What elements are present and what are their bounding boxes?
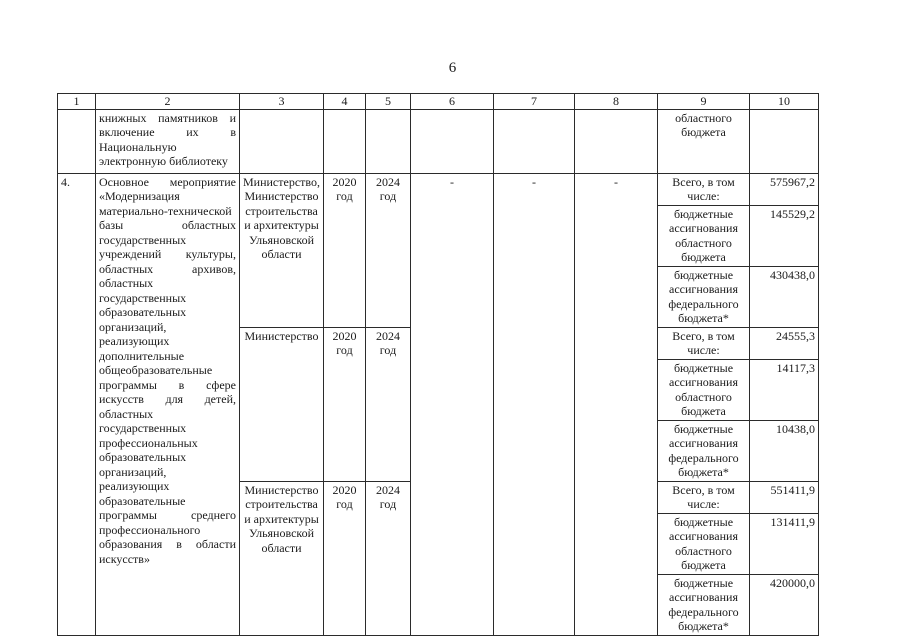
end-year: 2024 год <box>366 173 411 327</box>
page-number: 6 <box>448 60 457 76</box>
row-number: 4. <box>58 173 96 635</box>
amount: 131411,9 <box>750 513 819 574</box>
funding-source: бюджетные ассигнования областного бюджета <box>658 513 750 574</box>
end-year-cell <box>366 109 411 173</box>
amount: 24555,3 <box>750 327 819 359</box>
col7-value: - <box>494 173 575 635</box>
funding-source: Всего, в том числе: <box>658 481 750 513</box>
header-cell: 9 <box>658 94 750 110</box>
funding-source: бюджетные ассигнования федерального бюджета* <box>658 266 750 327</box>
end-year: 2024 год <box>366 327 411 481</box>
funding-source: бюджетные ассигнования федерального бюджета* <box>658 420 750 481</box>
amount: 575967,2 <box>750 173 819 205</box>
col8-cell <box>575 109 658 173</box>
header-cell: 10 <box>750 94 819 110</box>
start-year: 2020 год <box>324 173 366 327</box>
header-cell: 5 <box>366 94 411 110</box>
executor: Министерство <box>240 327 324 481</box>
measure-description: Основное мероприятие «Модернизация материально-технической базы областных государственных учреждений культуры, областных архивов, областных государственных образовательных организаций, реализующих дополнительные общеобразовательные программы в сфере искусств для детей, областных государственных профессиональных образовательных организаций, реализующих образовательные программы среднего профессионального образования в области искусств» <box>96 173 240 635</box>
funding-source: бюджетные ассигнования областного бюджета <box>658 205 750 266</box>
header-cell: 4 <box>324 94 366 110</box>
table-header-row <box>58 94 819 110</box>
budget-table <box>57 93 819 636</box>
funding-source: областного бюджета <box>658 109 750 173</box>
start-year-cell <box>324 109 366 173</box>
header-cell: 6 <box>411 94 494 110</box>
amount: 420000,0 <box>750 574 819 635</box>
header-cell: 2 <box>96 94 240 110</box>
executor: Министерство, Министерство строительства и архитектуры Ульяновской области <box>240 173 324 327</box>
funding-source: Всего, в том числе: <box>658 173 750 205</box>
col7-cell <box>494 109 575 173</box>
funding-source: бюджетные ассигнования федерального бюджета* <box>658 574 750 635</box>
row-number-cell <box>58 109 96 173</box>
amount: 14117,3 <box>750 359 819 420</box>
amount: 430438,0 <box>750 266 819 327</box>
start-year: 2020 год <box>324 327 366 481</box>
end-year: 2024 год <box>366 481 411 635</box>
amount: 551411,9 <box>750 481 819 513</box>
measure-description: книжных памятников и включение их в Национальную электронную библиотеку <box>96 109 240 173</box>
amount: 10438,0 <box>750 420 819 481</box>
col6-cell <box>411 109 494 173</box>
header-cell: 8 <box>575 94 658 110</box>
table-row-continuation <box>58 109 819 173</box>
funding-source: бюджетные ассигнования областного бюджета <box>658 359 750 420</box>
funding-source: Всего, в том числе: <box>658 327 750 359</box>
header-cell: 7 <box>494 94 575 110</box>
table-row <box>58 173 819 205</box>
start-year: 2020 год <box>324 481 366 635</box>
amount-cell <box>750 109 819 173</box>
header-cell: 3 <box>240 94 324 110</box>
header-cell: 1 <box>58 94 96 110</box>
executor-cell <box>240 109 324 173</box>
col6-value: - <box>411 173 494 635</box>
col8-value: - <box>575 173 658 635</box>
executor: Министерство строительства и архитектуры Ульяновской области <box>240 481 324 635</box>
amount: 145529,2 <box>750 205 819 266</box>
